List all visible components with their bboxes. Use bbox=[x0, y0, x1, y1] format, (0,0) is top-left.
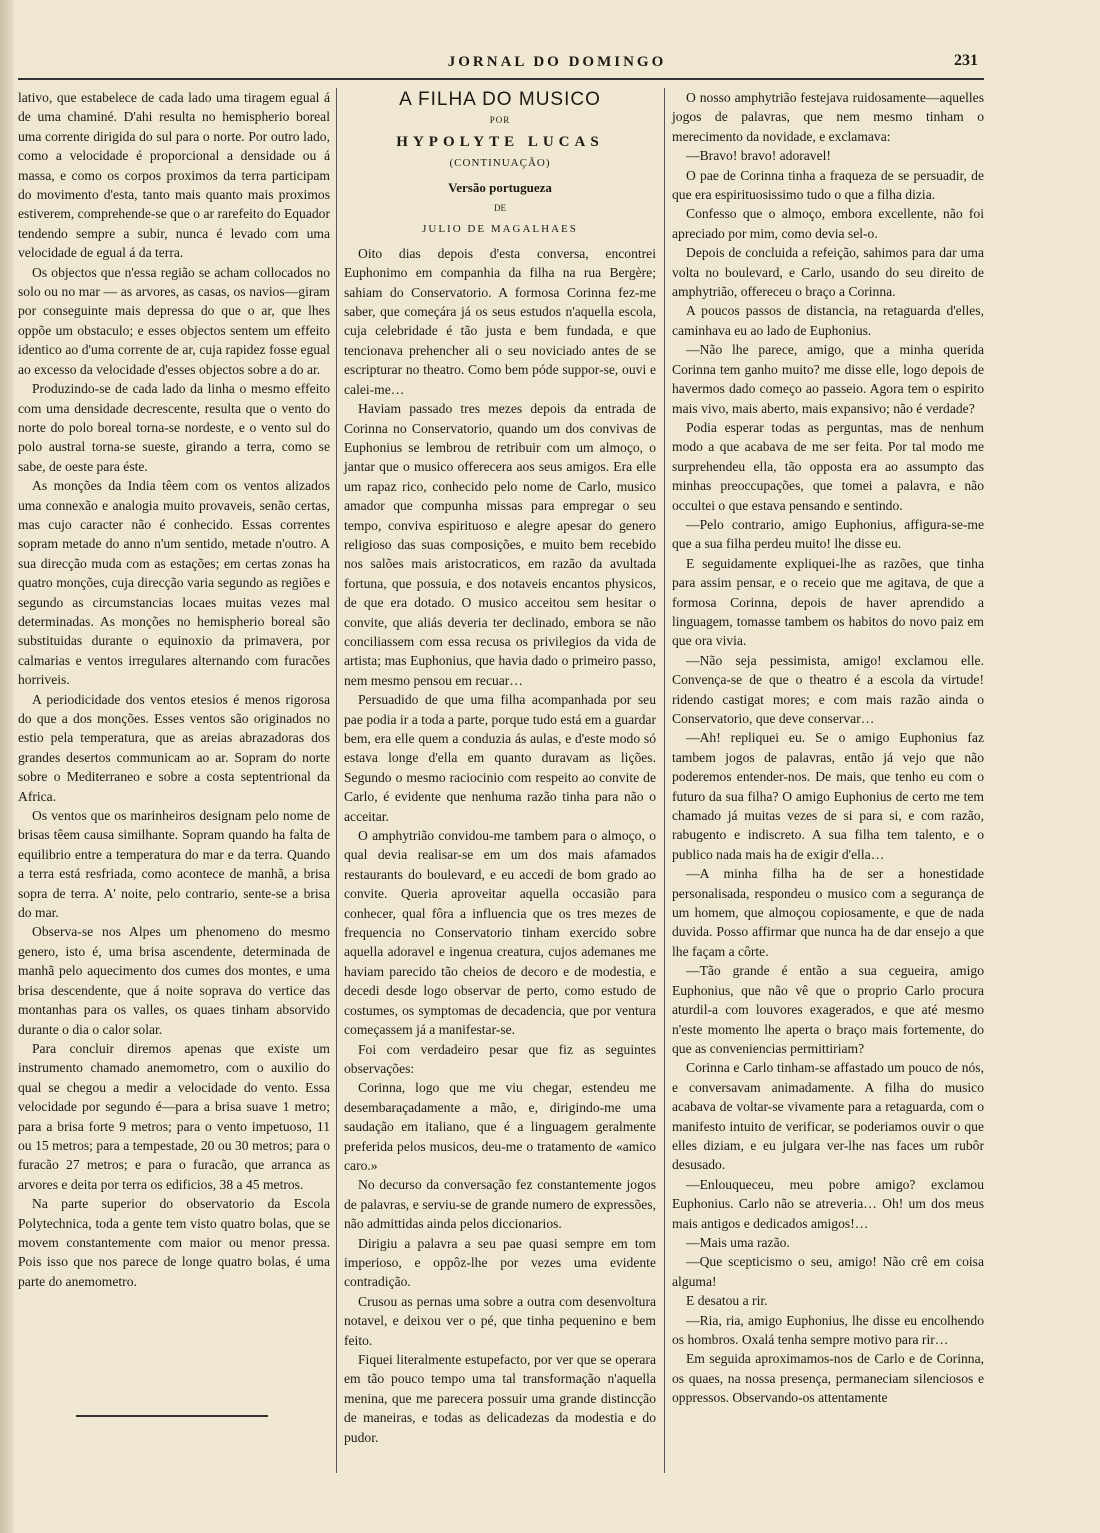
paragraph: Produzindo-se de cada lado da linha o mesmo effeito com uma densidade decrescente, resulta que o vento do norte do polo boreal torna-se nordeste, e o vento sul do polo austral torna-se sueste, girando a terra, como se sabe, de oeste para éste. bbox=[18, 381, 330, 474]
paragraph: Fiquei literalmente estupefacto, por ver que se operara em tão pouco tempo uma tal transformação n'aquella menina, que me parecera possuir uma grande distincção de maneiras, e todas as delicadezas da modestia e do pudor. bbox=[344, 1352, 656, 1445]
header-rule bbox=[18, 78, 984, 80]
paragraph: Em seguida aproximamos-nos de Carlo e de Corinna, os quaes, na nossa presença, permaneciam silenciosos e oppressos. Observando-os attentamente bbox=[672, 1351, 984, 1406]
running-head bbox=[14, 46, 1100, 76]
paragraph: Dirigiu a palavra a seu pae quasi sempre em tom imperioso, e oppôz-lhe por vezes uma evidente contradição. bbox=[344, 1235, 656, 1290]
paragraph: Haviam passado tres mezes depois da entrada de Corinna no Conservatorio, quando um dos convivas de Euphonius se lembrou de retribuir com um almoço, o jantar que o musico offerecera aos seus amigos. Era elle um rapaz rico, conhecido pelo nome de Carlo, musico amador que compunha missas para empregar o seu tempo, conviva espirituoso e alegre apesar do genero religioso das suas composições, e muito bem recebido nos salões mais aristocraticos, em razão da avultada fortuna, que possuia, e dos notaveis encantos physicos, de que era dotado. O musico acceitou sem hesitar o convite, que aliás deveria ter declinado, embora se não conciliassem com essa recusa os privilegios da vida de artista; mas Euphonius, que havia dado o primeiro passo, nem mesmo pensou em recuar… bbox=[344, 401, 656, 688]
paragraph: —Não seja pessimista, amigo! exclamou elle. Convença-se de que o theatro é a escola da virtude! ridendo castigat mores; e com mais razão ainda o Conservatorio, que deve conservar… bbox=[672, 652, 984, 726]
column-middle bbox=[344, 88, 656, 1447]
paragraph: —A minha filha ha de ser a honestidade personalisada, respondeu o musico com a segurança de um homem, que almoçou copiosamente, e que de nada duvida. Posso affirmar que nunca ha de dar ensejo a que lhe façam a côrte. bbox=[672, 866, 984, 959]
paragraph: —Pelo contrario, amigo Euphonius, affigura-se-me que a sua filha perdeu muito! lhe disse eu. bbox=[672, 516, 984, 552]
paragraph: O amphytrião convidou-me tambem para o almoço, o qual devia realisar-se em um dos mais afamados restaurants do boulevard, e eu accedi de bom grado ao convite. Queria aproveitar aquella occasião para conhecer, qual fôra a influencia que os tres mezes de frequencia no Conservatorio tinham exercido sobre aquella adoravel e ingenua creatura, cujos ademanes me haviam parecido tão cheios de decoro e de modestia, e decedi desde logo observar de perto, como estudo de costumes, os symptomas de decadencia, que por ventura começassem já a manifestar-se. bbox=[344, 828, 656, 1038]
paragraph: Corinna, logo que me viu chegar, estendeu me desembaraçadamente a mão, e, dirigindo-me uma saudação em italiano, que é a linguagem geralmente preferida pelos musicos, deu-me o tratamento de «amico caro.» bbox=[344, 1080, 656, 1173]
paragraph: No decurso da conversação fez constantemente jogos de palavras, e serviu-se de grande numero de expressões, não admittidas ainda pelos diccionarios. bbox=[344, 1177, 656, 1232]
story-de: DE bbox=[494, 203, 506, 214]
paragraph: O pae de Corinna tinha a fraqueza de se persuadir, de que era espirituosissimo tudo o que a filha dizia. bbox=[672, 167, 984, 203]
paragraph: Para concluir diremos apenas que existe um instrumento chamado anemometro, com o auxilio do qual se chegou a medir a velocidade do vento. Essa velocidade por segundo é—para a brisa suave 1 metro; para a brisa forte 9 metros; para o vento impetuoso, 11 ou 15 metros; para a tempestade, 20 ou 30 metros; para o furacão 27 metros; e para o furacão, que arranca as arvores e deita por terra os edificios, 38 a 45 metros. bbox=[18, 1040, 330, 1192]
story-version: Versão portugueza bbox=[448, 179, 552, 195]
paragraph: Os ventos que os marinheiros designam pelo nome de brisas têem causa similhante. Sopram quando ha falta de equilibrio entre a temperatura do mar e da terra. Quando a terra está resfriada, como acontece de manhã, a brisa sopra de terra. A' noite, pelo contrario, sente-se a brisa do mar. bbox=[18, 808, 330, 921]
story-title: A FILHA DO MUSICO bbox=[399, 89, 601, 110]
paragraph: —Enlouqueceu, meu pobre amigo? exclamou Euphonius. Carlo não se atreveria… Oh! um dos meus mais antigos e dedicados amigos!… bbox=[672, 1176, 984, 1231]
paragraph: Depois de concluida a refeição, sahimos para dar uma volta no boulevard, e Carlo, usando do seu direito de amphytrião, offereceu o braço a Corinna. bbox=[672, 245, 984, 300]
paragraph: Podia esperar todas as perguntas, mas de nenhum modo a que acabava de me ser feita. Por tal modo me surprehendeu ella, tão opposta era ao assumpto das minhas preoccupações, que tomei a palavra, e não occultei o que estava pensando e sentindo. bbox=[672, 419, 984, 513]
paragraph: —Bravo! bravo! adoravel! bbox=[686, 148, 831, 164]
paragraph: Os objectos que n'essa região se acham collocados no solo ou no mar — as arvores, as casas, os navios—giram por conseguinte mais depressa do que o ar, que lhes oppõe um obstaculo; e esses objectos sentem um effeito identico ao d'uma corrente de ar, cuja rapidez fosse egual ao excesso da velocidade d'esses objectos sobre a do ar. bbox=[18, 264, 330, 377]
paragraph: —Tão grande é então a sua cegueira, amigo Euphonius, que não vê que o proprio Carlo procura aturdil-a com louvores exagerados, e que até mesmo n'este momento lhe aperta o braço mais fortemente, do que as conveniencias permittiriam? bbox=[672, 963, 984, 1056]
column-rule bbox=[664, 88, 665, 1473]
paragraph: O nosso amphytrião festejava ruidosamente—aquelles jogos de palavras, que nem mesmo tinham o merecimento da novidade, e exclamava: bbox=[672, 90, 984, 144]
paragraph: Persuadido de que uma filha acompanhada por seu pae podia ir a toda a parte, porque tudo está em a guardar bem, era elle quem a conduzia ás aulas, e d'este modo só estava longe d'ella em quanto duravam as lições. Segundo o mesmo raciocinio com respeito ao convite de Carlo, é evidente que nenhuma razão tinha para não o acceitar. bbox=[344, 692, 656, 824]
paragraph: Corinna e Carlo tinham-se affastado um pouco de nós, e conversavam animadamente. A filha do musico acabava de voltar-se vivamente para a retaguarda, com o manifesto intuito de verificar, se poderiamos ouvir o que elles diziam, e eu julgara ver-lhe nas faces um rubôr desusado. bbox=[672, 1060, 984, 1173]
paragraph: Confesso que o almoço, embora excellente, não foi apreciado por mim, como devia sel-o. bbox=[672, 206, 984, 241]
paragraph: —Que scepticismo o seu, amigo! Não crê em coisa alguma! bbox=[672, 1254, 984, 1289]
story-continuation: (CONTINUAÇÃO) bbox=[449, 157, 551, 170]
paragraph: —Mais uma razão. bbox=[686, 1234, 790, 1250]
story-author: HYPOLYTE LUCAS bbox=[396, 133, 604, 150]
story-by: POR bbox=[489, 115, 511, 126]
story-translator: JULIO DE MAGALHAES bbox=[422, 223, 578, 236]
paragraph: Na parte superior do observatorio da Escola Polytechnica, toda a gente tem visto quatro bolas, que se movem constantemente com maior ou menor pressa. Pois isso que nos parece de longe quatro bolas, é uma parte do anemometro. bbox=[18, 1196, 330, 1289]
paragraph: Observa-se nos Alpes um phenomeno do mesmo genero, isto é, uma brisa ascendente, determinada de manhã pelo aquecimento dos cumes dos montes, e uma brisa descendente, que á noite soprava do vertice das montanhas para os valles, os quaes tinham absorvido durante o dia o calor solar. bbox=[18, 924, 330, 1037]
paragraph: —Ah! repliquei eu. Se o amigo Euphonius faz tambem jogos de palavras, então já vejo que não poderemos entender-nos. De mais, que tenho eu com o futuro da sua filha? O amigo Euphonius de certo me tem chamado já muitas vezes de si para si, e com razão, rabugento e indiscreto. A sua filha tem talento, e o publico nada mais ha de exigir d'ella… bbox=[672, 730, 984, 862]
paragraph: As monções da India têem com os ventos alizados uma connexão e analogia muito provaveis, senão certas, mas cujo caracter não é conhecido. Essas correntes sopram metade do anno n'um sentido, metade n'outro. A sua direcção muda com as estações; em certas zonas ha quatro monções, cuja direcção varia segundo as regiões e segundo as circumstancias locaes muitas vezes mal determinadas. As monções no hemispherio boreal são substituidas durante o equinoxio da primavera, por calmarias e ventos irregulares alternando com furacões horriveis. bbox=[18, 478, 330, 688]
paragraph: A poucos passos de distancia, na retaguarda d'elles, caminhava eu ao lado de Euphonius. bbox=[672, 303, 984, 338]
column-rule bbox=[336, 88, 337, 1473]
paragraph: Crusou as pernas uma sobre a outra com desenvoltura notavel, e deixou ver o pé, que tinha pequenino e bem feito. bbox=[344, 1293, 656, 1348]
paragraph: lativo, que estabelece de cada lado uma tiragem egual á de uma chaminé. D'ahi resulta no hemispherio boreal uma corrente dirigida do sul para o norte. Por outro lado, como a velocidade é proporcional a densidade ou á massa, e como os corpos proximos da terra participam do movimento d'esta, tanto mais quanto mais proximos estiverem, comprehende-se que o ar rarefeito do Equador tendendo sempre a subir, nunca é levado com uma velocidade de egual á da terra. bbox=[18, 90, 330, 261]
paragraph: —Ria, ria, amigo Euphonius, lhe disse eu encolhendo os hombros. Oxalá tenha sempre motivo para rir… bbox=[672, 1312, 984, 1347]
journal-title: JORNAL DO DOMINGO bbox=[447, 54, 667, 70]
paragraph: Oito dias depois d'esta conversa, encontrei Euphonimo em companhia da filha na rua Bergère; sahiam do Conservatorio. A formosa Corinna fez-me saber, que começára já os seus estudos n'aquella escola, cuja celebridade é tão justa e bem fundada, e que tencionava prehencher ali o seu noviciado antes de se escripturar no theatro. Como bem póde suppor-se, ouvi e calei-me… bbox=[344, 245, 656, 397]
paragraph: E seguidamente expliquei-lhe as razões, que tinha para assim pensar, e o receio que me agitava, de que a formosa Corinna, depois de haver aprendido a linguagem, tomasse tambem os habitos do novo paiz em que ora vivia. bbox=[672, 555, 984, 649]
column-right bbox=[672, 88, 984, 1408]
page-number: 231 bbox=[954, 52, 978, 69]
paragraph: E desatou a rir. bbox=[686, 1293, 768, 1309]
paragraph: Foi com verdadeiro pesar que fiz as seguintes observações: bbox=[344, 1041, 656, 1076]
paragraph: —Não lhe parece, amigo, que a minha querida Corinna tem ganho muito? me disse elle, logo depois de havermos dado começo ao passeio. Agora tem o espirito mais vivo, mais aberto, mais expansivo; não é verdade? bbox=[672, 342, 984, 416]
page-edge bbox=[0, 0, 14, 1533]
end-rule bbox=[76, 1415, 268, 1417]
paragraph: A periodicidade dos ventos etesios é menos rigorosa do que a dos monções. Esses ventos são originados no estio pela temperatura, que as areias abrazadoras dos grandes desertos communicam ao ar. Sopram do norte sobre o Mediterraneo e sobre a costa septentrional da Africa. bbox=[18, 691, 330, 804]
column-left bbox=[18, 88, 330, 1291]
